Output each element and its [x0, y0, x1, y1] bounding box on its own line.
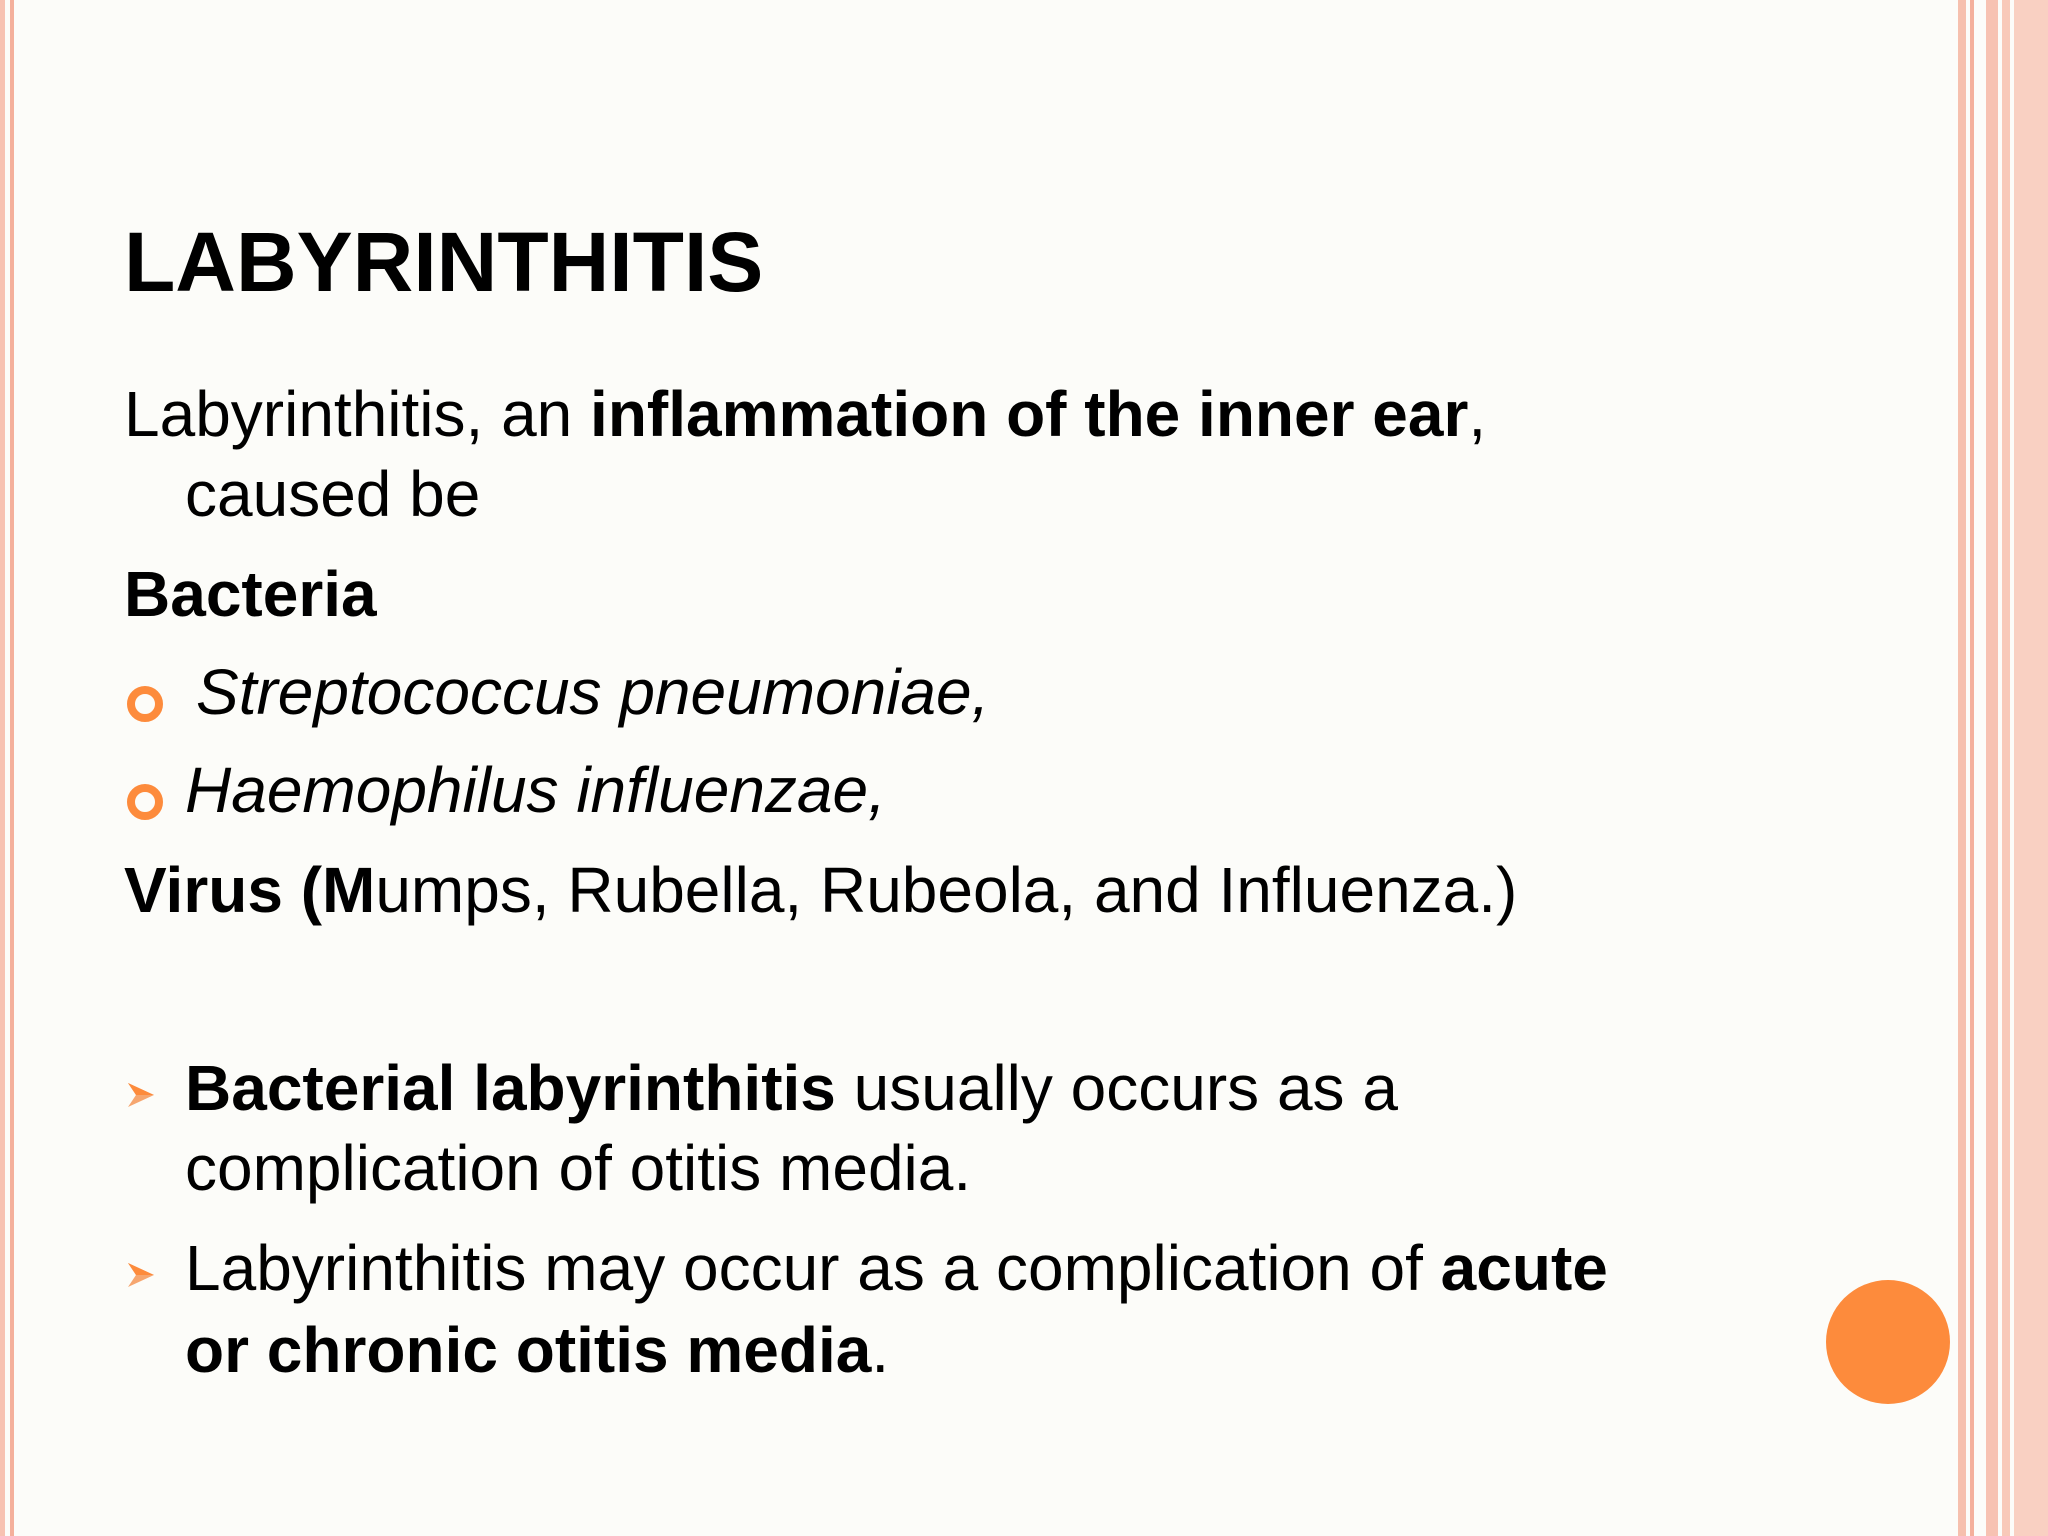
left-border-stripe [0, 0, 5, 1536]
right-border-stripe [2014, 0, 2048, 1536]
arrow-bullet-icon [126, 1260, 156, 1290]
ring-bullet-icon [127, 784, 163, 820]
intro-text: Labyrinthitis, an [124, 378, 591, 450]
left-border-stripe [10, 0, 14, 1536]
right-border-stripe [1958, 0, 1966, 1536]
point-2-line-2 [185, 1310, 889, 1390]
intro-line-1 [124, 374, 1486, 454]
virus-text: umps, Rubella, Rubeola, and Influenza.) [375, 854, 1518, 926]
point-1-bold: Bacterial labyrinthitis [185, 1052, 836, 1124]
virus-bold: Virus (M [124, 854, 376, 926]
right-border-stripe [1986, 0, 1998, 1536]
arrow-bullet-icon [126, 1080, 156, 1110]
intro-bold: inflammation of the inner ear [590, 378, 1469, 450]
point-1-text: usually occurs as a [835, 1052, 1398, 1124]
right-border-stripe [1970, 0, 1974, 1536]
intro-line-2: caused be [185, 458, 481, 530]
point-1-line-2: complication of otitis media. [185, 1132, 972, 1204]
right-border-stripe [2002, 0, 2010, 1536]
virus-line [124, 850, 1517, 930]
point-2-line-1 [185, 1228, 1608, 1308]
point-2-end: . [871, 1314, 890, 1386]
point-2-bold-2: or chronic otitis media [185, 1314, 872, 1386]
bacteria-item: Haemophilus influenzae, [185, 754, 886, 826]
point-1-line-1 [185, 1048, 1398, 1128]
point-2-bold-1: acute [1440, 1232, 1608, 1304]
bacteria-item: Streptococcus pneumoniae, [196, 656, 990, 728]
ring-bullet-icon [127, 686, 163, 722]
point-2-text: Labyrinthitis may occur as a complication of [185, 1232, 1441, 1304]
slide-title: LABYRINTHITIS [124, 215, 764, 309]
intro-comma: , [1468, 378, 1487, 450]
orange-circle-icon [1826, 1280, 1950, 1404]
bacteria-heading: Bacteria [124, 558, 377, 630]
